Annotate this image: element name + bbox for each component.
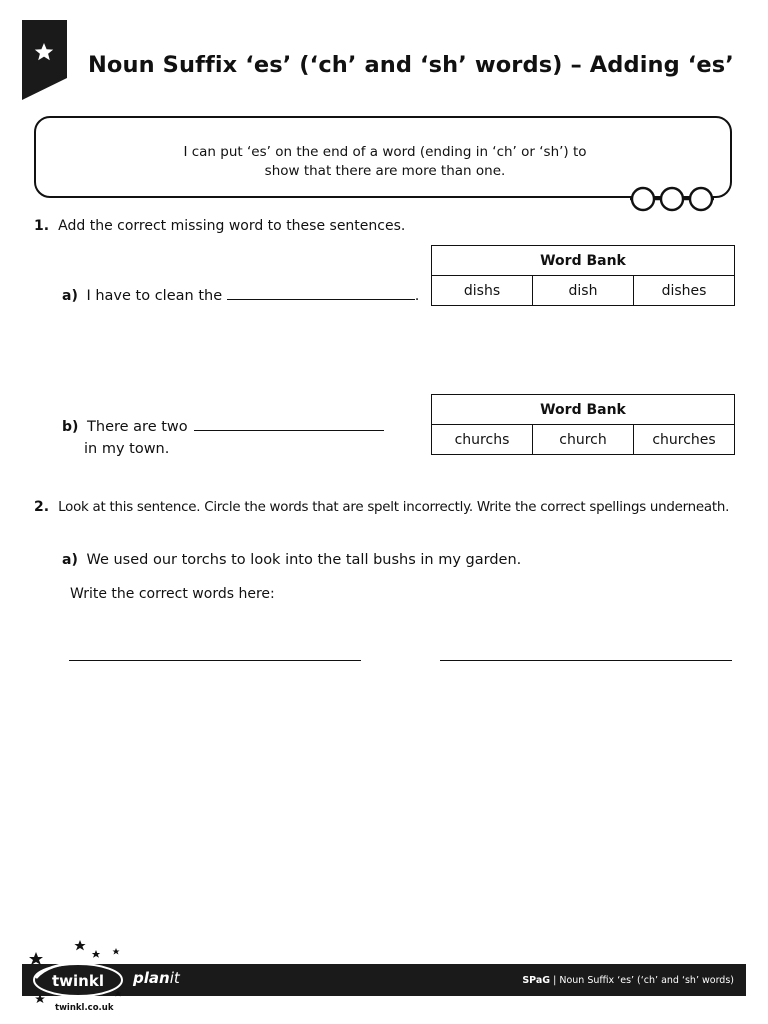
planit-plan-text: plan [133,969,170,987]
word-bank-a-word: dishs [432,276,533,306]
question-2a-letter: a) [62,552,78,568]
word-bank-a-word: dishes [634,276,735,306]
footer-doc-label [522,975,734,986]
word-bank-a-title: Word Bank [432,246,735,276]
objective-line-2: show that there are more than one. [264,163,506,179]
objective-text [160,143,610,181]
question-2 [34,496,729,515]
word-bank-b-word: church [533,425,634,455]
planit-it-text: it [169,969,180,987]
answer-line-2-right[interactable] [440,660,732,661]
star-decoration-icon [115,990,122,997]
star-decoration-icon [35,994,45,1003]
answer-line-2-left[interactable] [69,660,361,661]
planit-logo [133,969,180,987]
question-1b-text: There are two [87,419,188,435]
answer-line-1a[interactable] [227,285,415,300]
progress-beads-icon [628,186,716,212]
question-2-text: Look at this sentence. Circle the words that are spelt incorrectly. Write the correct spellings underneath. [58,500,730,515]
word-bank-b [431,394,735,455]
question-2a [62,549,521,571]
question-2-number: 2. [34,499,50,515]
question-1a [62,285,419,307]
question-1-text: Add the correct missing word to these sentences. [58,218,406,234]
question-1 [34,215,405,234]
footer-separator: | [553,975,557,986]
objective-line-1: I can put ‘es’ on the end of a word (ending in ‘ch’ or ‘sh’) to [183,144,587,160]
star-decoration-icon [74,940,85,950]
answer-line-1b[interactable] [194,416,384,431]
question-1a-text: I have to clean the [86,288,223,304]
word-bank-b-title: Word Bank [432,395,735,425]
star-decoration-icon [113,948,120,955]
twinkl-logo [22,938,134,1010]
word-bank-b-word: churches [634,425,735,455]
question-1b-letter: b) [62,419,79,435]
footer-category: SPaG [522,975,551,986]
twinkl-brand-text: twinkl [52,972,104,990]
word-bank-a [431,245,735,306]
question-1b [62,416,384,438]
question-2a-sentence: We used our torchs to look into the tall bushs in my garden. [86,552,522,568]
twinkl-url: twinkl.co.uk [55,1003,114,1013]
star-decoration-icon [29,952,43,965]
word-bank-b-word: churchs [432,425,533,455]
question-1-number: 1. [34,218,50,234]
word-bank-a-word: dish [533,276,634,306]
question-1a-letter: a) [62,288,78,304]
footer-doc-title: Noun Suffix ‘es’ (‘ch’ and ‘sh’ words) [559,975,734,986]
question-1a-period: . [414,288,420,304]
star-decoration-icon [92,950,100,958]
write-prompt: Write the correct words here: [70,586,275,602]
header-tab [22,20,67,100]
question-1b-line2: in my town. [84,441,170,457]
page-title: Noun Suffix ‘es’ (‘ch’ and ‘sh’ words) – Adding ‘es’ [88,52,734,78]
